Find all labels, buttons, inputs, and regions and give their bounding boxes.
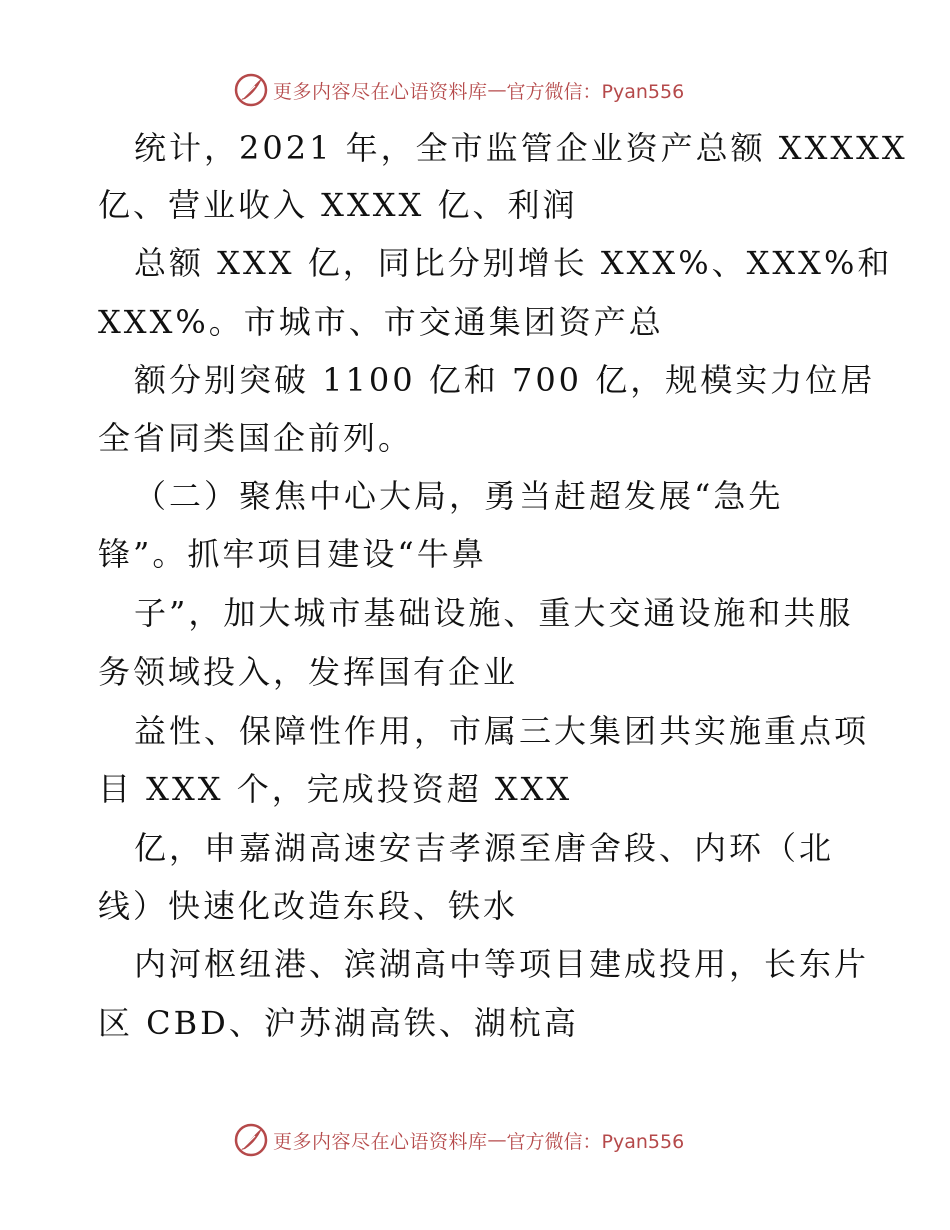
text-line: 锋”。抓牢项目建设“牛鼻 <box>98 535 487 573</box>
watermark-dash: — <box>487 79 507 101</box>
section-heading: （二）聚焦中心大局，勇当赶超发展“急先 <box>134 477 784 515</box>
text-line: 区 CBD、沪苏湖高铁、湖杭高 <box>98 1004 579 1042</box>
text-line: 亿，申嘉湖高速安吉孝源至唐舍段、内环（北 <box>134 829 835 867</box>
text-line: 额分别突破 1100 亿和 700 亿，规模实力位居 <box>134 361 876 399</box>
text-line: 总额 XXX 亿，同比分别增长 XXX%、XXX%和 <box>134 244 893 282</box>
text-line: 统计，2021 年，全市监管企业资产总额 XXXXX <box>134 129 908 167</box>
text-line: 亿、营业收入 XXXX 亿、利润 <box>98 186 578 224</box>
text-line: 内河枢纽港、滨湖高中等项目建成投用，长东片 <box>134 945 870 983</box>
watermark-dash: — <box>487 1129 507 1151</box>
text-line: 目 XXX 个，完成投资超 XXX <box>98 770 573 808</box>
quill-logo-icon <box>233 72 269 108</box>
text-line: 线）快速化改造东段、铁水 <box>98 887 519 925</box>
watermark-text: 更多内容尽在心语资料库 <box>273 1130 488 1153</box>
text-line: 务领域投入，发挥国有企业 <box>98 653 519 691</box>
watermark-text: 更多内容尽在心语资料库 <box>273 80 488 103</box>
text-line: XXX%。市城市、市交通集团资产总 <box>98 303 664 341</box>
watermark-contact: 官方微信：Pyan556 <box>506 1130 685 1153</box>
footer-watermark <box>233 1122 713 1158</box>
text-line: 全省同类国企前列。 <box>98 419 414 457</box>
header-watermark <box>233 72 713 108</box>
text-line: 益性、保障性作用，市属三大集团共实施重点项 <box>134 712 870 750</box>
text-line: 子”，加大城市基础设施、重大交通设施和共服 <box>134 594 854 632</box>
quill-logo-icon <box>233 1122 269 1158</box>
watermark-contact: 官方微信：Pyan556 <box>506 80 685 103</box>
